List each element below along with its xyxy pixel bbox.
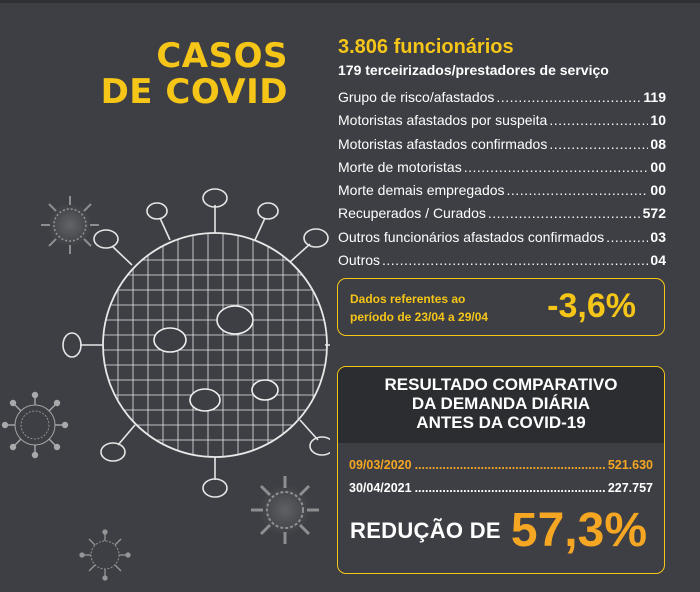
- stat-row: Outros funcionários afastados confirmados ..... 03: [338, 229, 666, 252]
- virus-icon: [0, 150, 330, 592]
- employee-count: 3.806 funcionários: [338, 36, 514, 58]
- comparison-row: 30/04/2021 ..... 227.757: [349, 481, 653, 495]
- reduction-label: REDUÇÃO DE: [350, 517, 501, 543]
- reduction-percent: 57,3%: [510, 504, 648, 557]
- stat-row: Morte demais empregados ..... 00: [338, 182, 666, 205]
- virus-icon-small-1: [41, 196, 99, 254]
- comparison-box: [337, 366, 665, 574]
- stat-row: Motoristas afastados por suspeita ..... 10: [338, 112, 666, 135]
- period-text: Dados referentes ao período de 23/04 a 29/04: [350, 292, 489, 324]
- virus-icon-large: [63, 189, 330, 497]
- virus-icon-small-4: [80, 530, 130, 580]
- stat-row: Outros ..... 04: [338, 252, 666, 275]
- contractor-count: 179 terceirizados/prestadores de serviço: [338, 62, 609, 78]
- stat-row: Recuperados / Curados ..... 572: [338, 205, 666, 228]
- period-box: [337, 278, 665, 336]
- title-line-2: DE COVID: [100, 72, 288, 112]
- virus-icon-small-3: [251, 476, 319, 544]
- stat-row: Morte de motoristas ..... 00: [338, 159, 666, 182]
- stats-list: [338, 89, 666, 275]
- stat-row: Motoristas afastados confirmados ..... 08: [338, 136, 666, 159]
- period-percent: -3,6%: [547, 287, 636, 325]
- stat-row: Grupo de risco/afastados ..... 119: [338, 89, 666, 112]
- virus-icon-small-2: [3, 393, 68, 458]
- comparison-heading: RESULTADO COMPARATIVO DA DEMANDA DIÁRIA ANTES DA COVID-19: [338, 367, 664, 443]
- top-divider: [0, 0, 700, 3]
- title-line-1: CASOS: [156, 36, 288, 76]
- page-title: [101, 38, 288, 110]
- comparison-row: 09/03/2020 ..... 521.630: [349, 458, 653, 472]
- reduction: [350, 503, 656, 558]
